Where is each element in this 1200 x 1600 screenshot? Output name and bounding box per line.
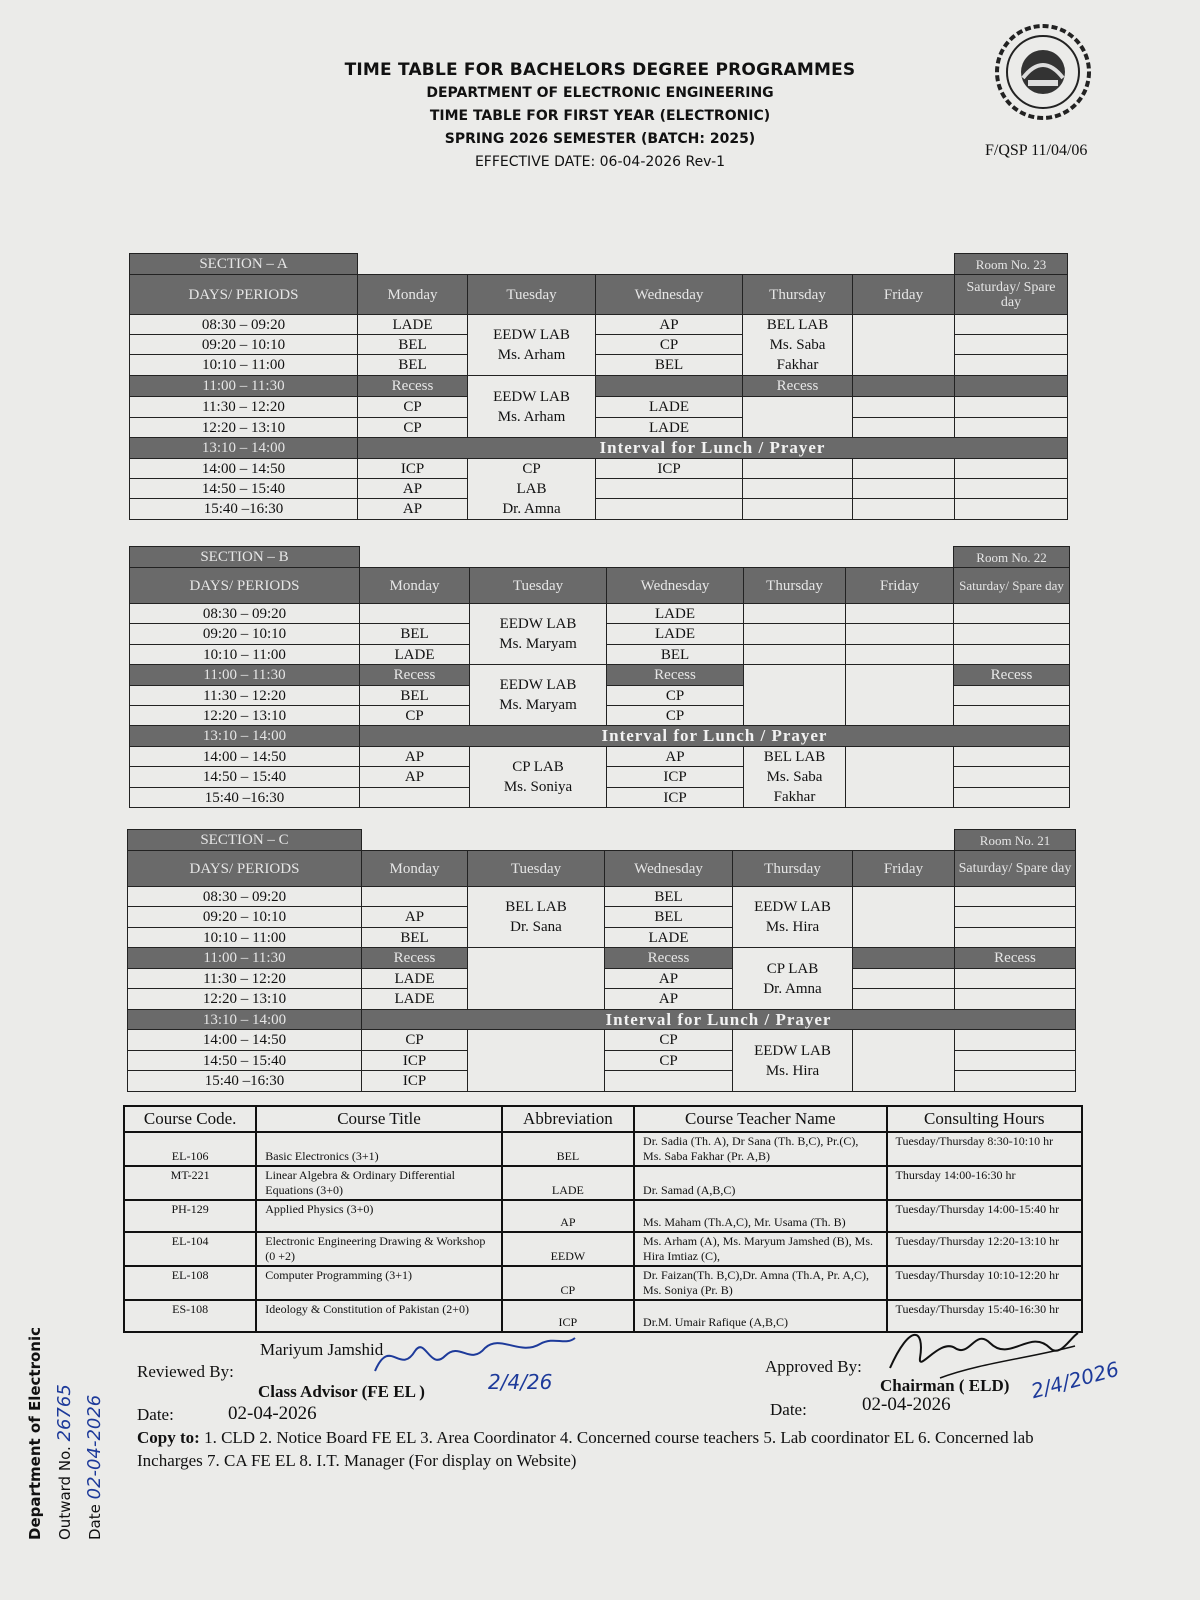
class-cell: AP xyxy=(357,478,468,499)
advisor-role: Class Advisor (FE EL ) xyxy=(258,1382,425,1401)
class-cell: ICP xyxy=(361,1070,468,1092)
period-cell: 12:20 – 13:10 xyxy=(129,705,360,726)
recess-cell: Recess xyxy=(606,664,744,686)
section-c-timetable xyxy=(128,830,1076,1092)
copy-to-text: 1. CLD 2. Notice Board FE EL 3. Area Coordinator 4. Concerned course teachers 5. Lab coordinator EL 6. Concerned lab Incharges 7. CA FE EL 8. I.T. Manager (For display on Website) xyxy=(137,1428,1034,1470)
period-cell: 10:10 – 11:00 xyxy=(129,354,358,376)
class-cell: BEL xyxy=(361,927,468,948)
header-monday: Monday xyxy=(359,567,470,604)
recess-cell: Recess xyxy=(954,947,1076,969)
class-cell: AP xyxy=(359,746,470,767)
class-cell: CP xyxy=(604,1050,733,1071)
recess-cell: Recess xyxy=(359,664,470,686)
section-a-timetable xyxy=(130,254,1068,520)
university-seal-icon xyxy=(988,22,1098,122)
header-saturday: Saturday/ Spare day xyxy=(954,274,1068,315)
header-tuesday: Tuesday xyxy=(469,567,607,604)
period-cell: 10:10 – 11:00 xyxy=(127,927,362,948)
period-cell: 10:10 – 11:00 xyxy=(129,644,360,665)
chairman-role: Chairman ( ELD) xyxy=(880,1376,1010,1395)
class-cell: LADE xyxy=(606,623,744,645)
section-a-room: Room No. 23 xyxy=(954,253,1068,275)
header-tuesday: Tuesday xyxy=(467,274,596,315)
class-cell: CP xyxy=(357,396,468,418)
lab-cell: EEDW LAB Ms. Maryam xyxy=(469,664,607,726)
header-thursday: Thursday xyxy=(743,567,846,604)
class-cell: LADE xyxy=(595,396,743,418)
stamp-department: Department of Electronic xyxy=(26,1326,44,1540)
period-cell: 13:10 – 14:00 xyxy=(129,725,360,747)
timetable-subtitle: TIME TABLE FOR FIRST YEAR (ELECTRONIC) xyxy=(429,108,771,124)
class-cell: CP xyxy=(606,685,744,706)
lab-cell: EEDW LAB Ms. Arham xyxy=(467,375,596,438)
lab-cell: EEDW LAB Ms. Maryam xyxy=(469,603,607,665)
table-row: MT-221 Linear Algebra & Ordinary Differential Equations (3+0) LADE Dr. Samad (A,B,C) Thursday 14:00-16:30 hr xyxy=(124,1166,1082,1200)
period-cell: 15:40 –16:30 xyxy=(127,1070,362,1092)
class-cell: CP xyxy=(595,334,743,355)
lab-cell: EEDW LAB Ms. Arham xyxy=(467,314,596,376)
class-cell: CP xyxy=(359,705,470,726)
header-wednesday: Wednesday xyxy=(595,274,743,315)
period-cell: 09:20 – 10:10 xyxy=(127,906,362,928)
recess-cell: Recess xyxy=(742,375,853,397)
header-friday: Friday xyxy=(845,567,954,604)
stamp-date: 02-04-2026 xyxy=(84,1394,105,1500)
section-b-label: SECTION – B xyxy=(129,546,360,568)
class-cell: AP xyxy=(604,968,733,989)
class-cell: BEL xyxy=(357,354,468,376)
stamp-date-row: Date 02-04-2026 xyxy=(84,1394,105,1540)
header-friday: Friday xyxy=(852,850,955,887)
header-friday: Friday xyxy=(852,274,955,315)
period-cell: 11:00 – 11:30 xyxy=(129,664,360,686)
page-title: TIME TABLE FOR BACHELORS DEGREE PROGRAMMES xyxy=(344,60,856,80)
lab-cell: EEDW LAB Ms. Hira xyxy=(732,1029,853,1092)
lab-cell: CP LAB Dr. Amna xyxy=(467,458,596,520)
stamp-outward-number: 26765 xyxy=(54,1384,75,1442)
class-cell: LADE xyxy=(595,417,743,438)
class-cell: CP xyxy=(604,1029,733,1051)
lab-cell: CP LAB Dr. Amna xyxy=(732,947,853,1010)
section-c-room: Room No. 21 xyxy=(954,829,1076,851)
handwritten-date-1: 2/4/26 xyxy=(488,1370,553,1394)
header-days-periods: DAYS/ PERIODS xyxy=(127,850,362,887)
stamp-outward-row: Outward No. 26765 xyxy=(54,1384,75,1540)
course-table-header xyxy=(124,1106,1082,1132)
class-cell: CP xyxy=(606,705,744,726)
date-label: Date: xyxy=(137,1405,174,1424)
table-row: ES-108 Ideology & Constitution of Pakistan (2+0) ICP Dr.M. Umair Rafique (A,B,C) Tuesday/Thursday 15:40-16:30 hr xyxy=(124,1300,1082,1332)
recess-cell: Recess xyxy=(357,375,468,397)
class-cell: LADE xyxy=(361,988,468,1010)
period-cell: 12:20 – 13:10 xyxy=(129,417,358,438)
class-cell: BEL xyxy=(359,623,470,645)
class-cell: AP xyxy=(357,498,468,520)
recess-cell: Recess xyxy=(361,947,468,969)
department-name: DEPARTMENT OF ELECTRONIC ENGINEERING xyxy=(426,85,774,101)
course-table xyxy=(123,1105,1083,1333)
lab-cell: BEL LAB Ms. Saba Fakhar xyxy=(743,746,846,808)
recess-cell: Recess xyxy=(604,947,733,969)
header-teacher: Course Teacher Name xyxy=(634,1106,887,1132)
lab-cell: BEL LAB Ms. Saba Fakhar xyxy=(742,314,853,376)
class-cell: BEL xyxy=(595,354,743,376)
period-cell: 14:00 – 14:50 xyxy=(129,746,360,767)
header-thursday: Thursday xyxy=(742,274,853,315)
table-row: EL-108 Computer Programming (3+1) CP Dr. Faizan(Th. B,C),Dr. Amna (Th.A, Pr. A,C), Ms. Soniya (Pr. B) Tuesday/Thursday 10:10-12:20 hr xyxy=(124,1266,1082,1300)
period-cell: 14:50 – 15:40 xyxy=(129,766,360,788)
period-cell: 15:40 –16:30 xyxy=(129,498,358,520)
class-cell: AP xyxy=(604,988,733,1010)
header-wednesday: Wednesday xyxy=(604,850,733,887)
class-cell: BEL xyxy=(357,334,468,355)
class-cell: CP xyxy=(357,417,468,438)
class-cell: BEL xyxy=(606,644,744,665)
document-header xyxy=(250,60,950,170)
header-saturday: Saturday/ Spare day xyxy=(953,567,1070,604)
date2-label: Date: xyxy=(770,1400,807,1419)
period-cell: 08:30 – 09:20 xyxy=(129,314,358,335)
header-days-periods: DAYS/ PERIODS xyxy=(129,274,358,315)
table-row: EL-106 Basic Electronics (3+1) BEL Dr. Sadia (Th. A), Dr Sana (Th. B,C), Pr.(C), Ms. Saba Fakhar (Pr. A,B) Tuesday/Thursday 8:30-10:10 hr xyxy=(124,1132,1082,1166)
class-cell: ICP xyxy=(361,1050,468,1071)
period-cell: 13:10 – 14:00 xyxy=(129,437,358,459)
class-cell: LADE xyxy=(357,314,468,335)
class-cell: BEL xyxy=(604,886,733,907)
header-wednesday: Wednesday xyxy=(606,567,744,604)
section-b-timetable xyxy=(130,547,1070,808)
class-cell: AP xyxy=(361,906,468,928)
copy-to-block xyxy=(137,1426,1057,1472)
period-cell: 11:30 – 12:20 xyxy=(127,968,362,989)
class-cell: BEL xyxy=(604,906,733,928)
period-cell: 08:30 – 09:20 xyxy=(127,886,362,907)
class-cell: ICP xyxy=(357,458,468,479)
form-code: F/QSP 11/04/06 xyxy=(985,142,1088,159)
period-cell: 09:20 – 10:10 xyxy=(129,334,358,355)
effective-date: EFFECTIVE DATE: 06-04-2026 Rev-1 xyxy=(474,154,726,170)
review-date: 02-04-2026 xyxy=(228,1403,317,1424)
period-cell: 14:50 – 15:40 xyxy=(127,1050,362,1071)
header-days-periods: DAYS/ PERIODS xyxy=(129,567,360,604)
period-cell: 09:20 – 10:10 xyxy=(129,623,360,645)
period-cell: 13:10 – 14:00 xyxy=(127,1009,362,1030)
table-row: EL-104 Electronic Engineering Drawing & Workshop (0 +2) EEDW Ms. Arham (A), Ms. Maryum Jamshed (B), Ms. Hira Imtiaz (C), Tuesday/Thursday 12:20-13:10 hr xyxy=(124,1232,1082,1266)
period-cell: 11:00 – 11:30 xyxy=(127,947,362,969)
header-monday: Monday xyxy=(357,274,468,315)
class-cell: ICP xyxy=(606,766,744,788)
advisor-name: Mariyum Jamshid xyxy=(260,1340,384,1359)
class-cell: LADE xyxy=(361,968,468,989)
header-course-code: Course Code. xyxy=(124,1106,256,1132)
class-cell: AP xyxy=(595,314,743,335)
section-b-room: Room No. 22 xyxy=(953,546,1070,568)
semester-label: SPRING 2026 SEMESTER (BATCH: 2025) xyxy=(444,131,756,147)
period-cell: 14:50 – 15:40 xyxy=(129,478,358,499)
table-row: PH-129 Applied Physics (3+0) AP Ms. Maham (Th.A,C), Mr. Usama (Th. B) Tuesday/Thursday 14:00-15:40 hr xyxy=(124,1200,1082,1232)
lunch-interval: Interval for Lunch / Prayer xyxy=(357,437,1068,459)
period-cell: 14:00 – 14:50 xyxy=(127,1029,362,1051)
period-cell: 11:30 – 12:20 xyxy=(129,685,360,706)
class-cell: AP xyxy=(606,746,744,767)
lunch-interval: Interval for Lunch / Prayer xyxy=(359,725,1070,747)
header-abbreviation: Abbreviation xyxy=(502,1106,634,1132)
period-cell: 08:30 – 09:20 xyxy=(129,603,360,624)
period-cell: 14:00 – 14:50 xyxy=(129,458,358,479)
header-tuesday: Tuesday xyxy=(467,850,605,887)
handwritten-date-2: 2/4/2026 xyxy=(1028,1356,1122,1404)
lab-cell: CP LAB Ms. Soniya xyxy=(469,746,607,808)
header-thursday: Thursday xyxy=(732,850,853,887)
period-cell: 11:00 – 11:30 xyxy=(129,375,358,397)
approval-date: 02-04-2026 xyxy=(862,1394,951,1415)
recess-cell: Recess xyxy=(953,664,1070,686)
header-course-title: Course Title xyxy=(256,1106,502,1132)
lab-cell: EEDW LAB Ms. Hira xyxy=(732,886,853,948)
section-a-label: SECTION – A xyxy=(129,253,358,275)
class-cell: LADE xyxy=(359,644,470,665)
lab-cell: BEL LAB Dr. Sana xyxy=(467,886,605,948)
header-saturday: Saturday/ Spare day xyxy=(954,850,1076,887)
class-cell: LADE xyxy=(604,927,733,948)
reviewed-by-label: Reviewed By: xyxy=(137,1362,234,1381)
class-cell: CP xyxy=(361,1029,468,1051)
header-consulting: Consulting Hours xyxy=(887,1106,1082,1132)
header-monday: Monday xyxy=(361,850,468,887)
approved-by-label: Approved By: xyxy=(765,1357,862,1376)
period-cell: 12:20 – 13:10 xyxy=(127,988,362,1010)
lunch-interval: Interval for Lunch / Prayer xyxy=(361,1009,1076,1030)
copy-to-label: Copy to: xyxy=(137,1428,200,1447)
period-cell: 15:40 –16:30 xyxy=(129,787,360,808)
class-cell: ICP xyxy=(606,787,744,808)
class-cell: AP xyxy=(359,766,470,788)
class-cell: ICP xyxy=(595,458,743,479)
outward-stamp xyxy=(20,1327,110,1540)
class-cell: LADE xyxy=(606,603,744,624)
section-c-label: SECTION – C xyxy=(127,829,362,851)
period-cell: 11:30 – 12:20 xyxy=(129,396,358,418)
class-cell: BEL xyxy=(359,685,470,706)
